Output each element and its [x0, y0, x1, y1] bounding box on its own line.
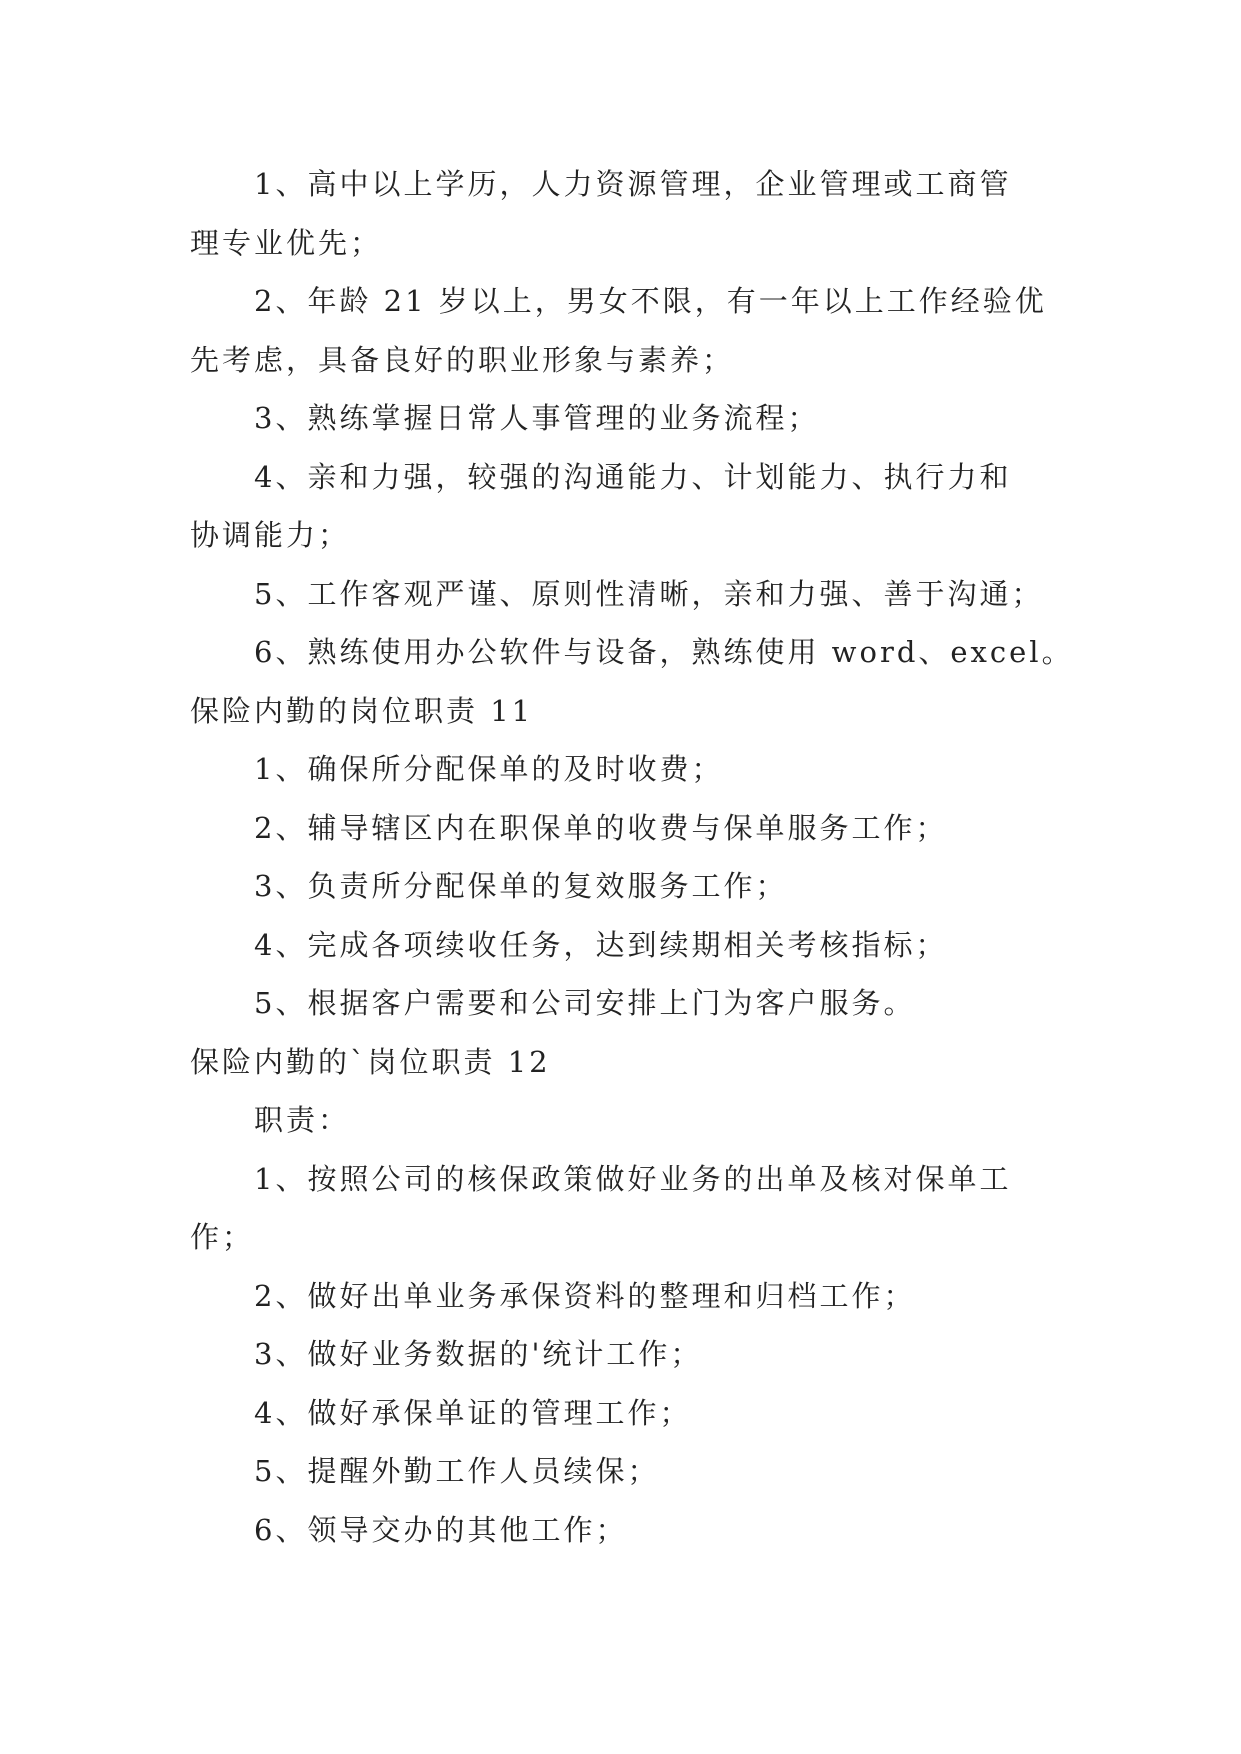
duty-12-item-6: 6、领导交办的其他工作；: [254, 1512, 628, 1547]
duty-12-item-4: 4、做好承保单证的管理工作；: [254, 1395, 692, 1430]
requirement-2-line-2: 先考虑，具备良好的职业形象与素养；: [190, 342, 735, 377]
duty-12-item-5: 5、提醒外勤工作人员续保；: [254, 1454, 660, 1488]
duty-11-item-5: 5、根据客户需要和公司安排上门为客户服务。: [254, 986, 916, 1020]
section-heading-11: 保险内勤的岗位职责 11: [190, 693, 534, 728]
requirement-5: 5、工作客观严谨、原则性清晰，亲和力强、善于沟通；: [254, 576, 1044, 611]
duty-12-item-3: 3、做好业务数据的'统计工作；: [254, 1337, 703, 1371]
requirement-2-line-1: 2、年龄 21 岁以上，男女不限，有一年以上工作经验优: [254, 284, 1047, 318]
duty-11-item-3: 3、负责所分配保单的复效服务工作；: [254, 869, 788, 903]
requirement-1-line-1: 1、高中以上学历，人力资源管理，企业管理或工商管: [254, 167, 1012, 201]
duty-12-item-2: 2、做好出单业务承保资料的整理和归档工作；: [254, 1278, 916, 1313]
duties-label: 职责：: [254, 1103, 351, 1137]
requirement-6: 6、熟练使用办公软件与设备，熟练使用 word、excel。: [254, 635, 1074, 669]
duty-11-item-2: 2、辅导辖区内在职保单的收费与保单服务工作；: [254, 810, 948, 845]
requirement-4-line-1: 4、亲和力强，较强的沟通能力、计划能力、执行力和: [254, 459, 1012, 494]
requirement-3: 3、熟练掌握日常人事管理的业务流程；: [254, 401, 820, 435]
section-heading-12: 保险内勤的`岗位职责 12: [190, 1044, 551, 1079]
duty-11-item-4: 4、完成各项续收任务，达到续期相关考核指标；: [254, 927, 948, 962]
duty-12-item-1-line-2: 作；: [190, 1220, 255, 1254]
duty-11-item-1: 1、确保所分配保单的及时收费；: [254, 752, 724, 786]
requirement-1-line-2: 理专业优先；: [190, 225, 383, 260]
document-page: [190, 155, 1074, 1559]
requirement-4-line-2: 协调能力；: [190, 518, 351, 552]
duty-12-item-1-line-1: 1、按照公司的核保政策做好业务的出单及核对保单工: [254, 1161, 1012, 1196]
